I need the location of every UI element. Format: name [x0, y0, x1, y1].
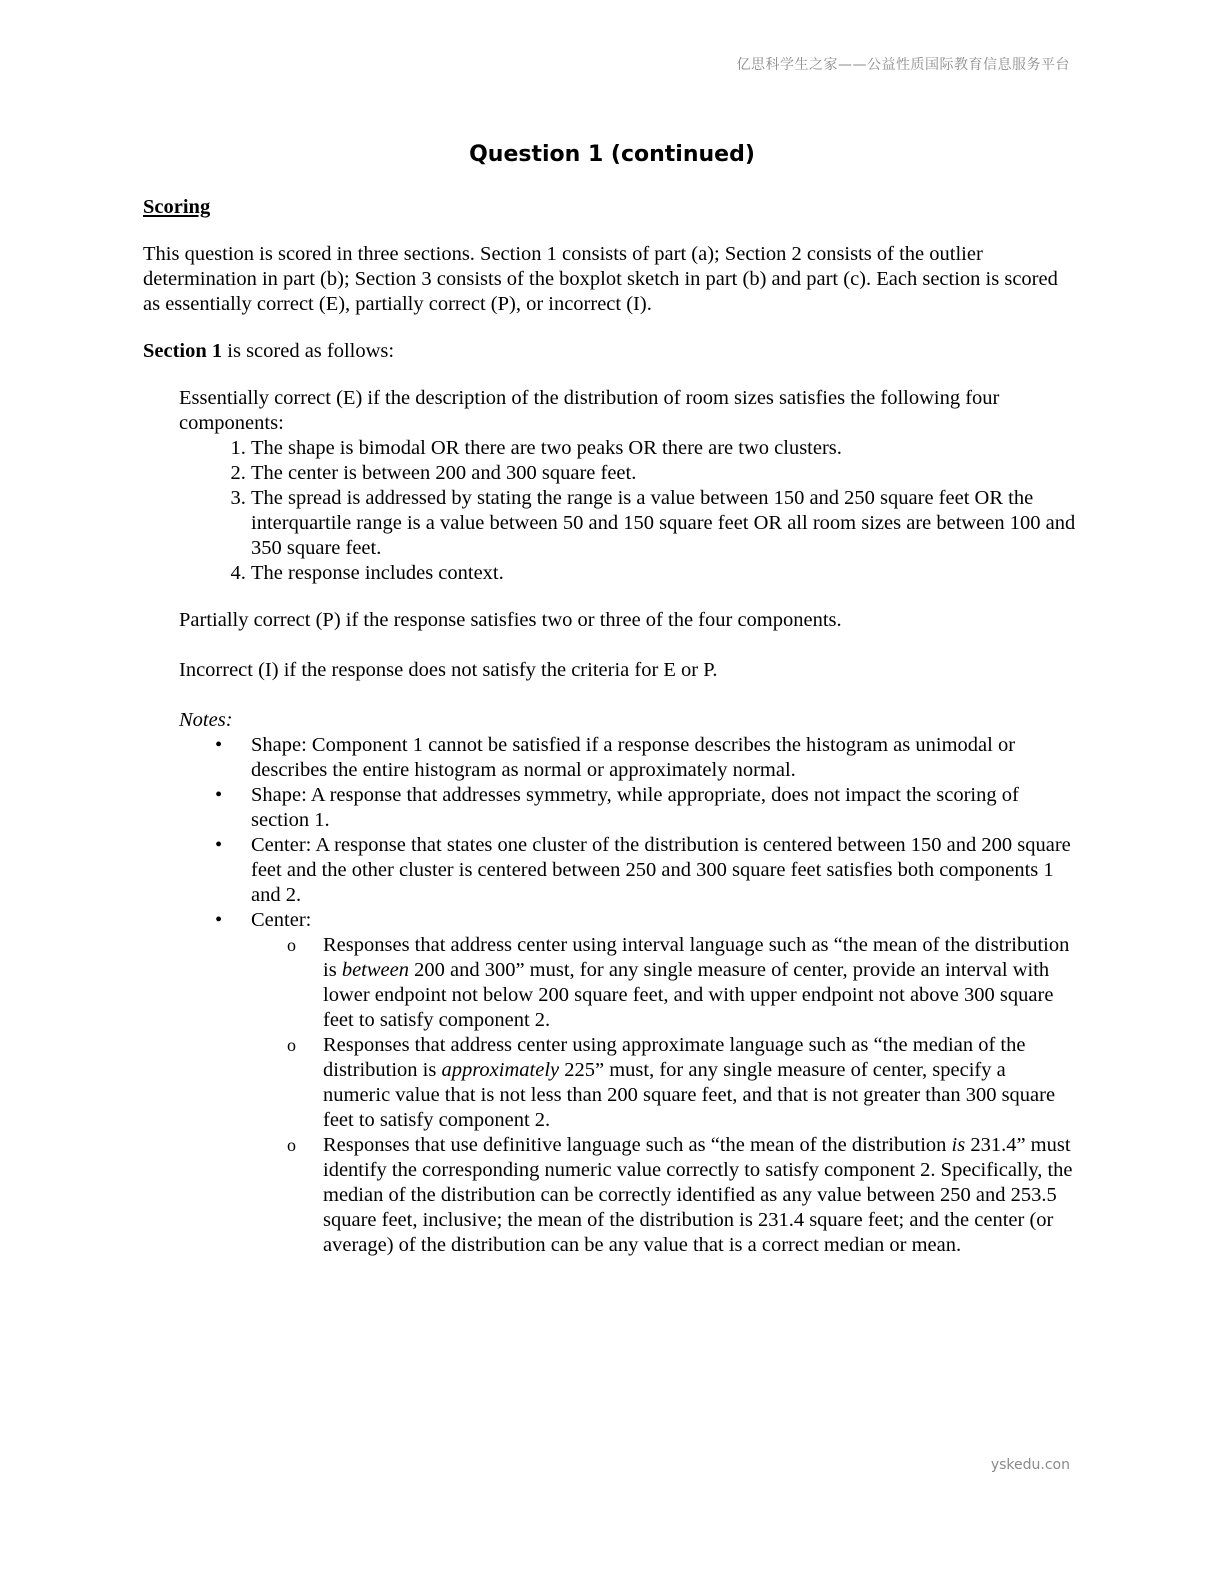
component-item: 1. The shape is bimodal OR there are two peaks OR there are two clusters. — [251, 436, 1078, 461]
subnote-emphasis: is — [951, 1134, 966, 1156]
incorrect-criterion: Incorrect (I) if the response does not satisfy the criteria for E or P. — [179, 659, 718, 681]
page-title: Question 1 (continued) — [469, 142, 755, 167]
subnote-text: 225” must, for any single measure of center, specify a numeric value that is not less than 200 square feet, and that is not greater than 300 square feet to satisfy component 2. — [323, 1059, 1056, 1131]
scoring-intro: This question is scored in three sections. Section 1 consists of part (a); Section 2 consists of the outlier determination in part (b); Section 3 consists of the boxplot sketch in part (b) and part (c). Each section is scored as essentially correct (E), partially correct (P), or incorrect (I). — [143, 243, 1058, 315]
subnote-text: 231.4” must identify the corresponding numeric value correctly to satisfy component 2. Specifically, the median of the distribution can be correctly identified as any value between 250 and 253.5 square feet, inclusive; the mean of the distribution is 231.4 square feet; and the center (or average) of the distribution can be any value that is a correct median or mean. — [323, 1134, 1073, 1256]
subnote-text: Responses that use definitive language such as “the mean of the distribution — [323, 1134, 952, 1156]
footer-watermark: yskedu.con — [990, 1457, 1070, 1473]
partially-correct-criterion: Partially correct (P) if the response satisfies two or three of the four components. — [179, 609, 842, 631]
subnote-item — [323, 933, 1078, 1033]
section1-label: Section 1 — [143, 340, 223, 362]
essentially-correct-criterion: Essentially correct (E) if the description of the distribution of room sizes satisfies the following four components: — [179, 387, 1000, 434]
document-body — [143, 195, 1078, 1258]
section1-intro — [143, 339, 1078, 364]
subnote-item — [323, 1133, 1078, 1258]
note-item: • Shape: Component 1 cannot be satisfied if a response describes the histogram as unimodal or describes the entire histogram as normal or approximately normal. — [251, 733, 1078, 783]
subnote-text: 200 and 300” must, for any single measure of center, provide an interval with lower endpoint not below 200 square feet, and with upper endpoint not above 300 square feet to satisfy component 2. — [323, 959, 1054, 1031]
subnote-item — [323, 1033, 1078, 1133]
subnote-emphasis: between — [341, 959, 409, 981]
component-item: 4. The response includes context. — [251, 561, 1078, 586]
component-item: 3. The spread is addressed by stating the range is a value between 150 and 250 square feet OR the interquartile range is a value between 50 and 150 square feet OR all room sizes are between 100 and 350 square feet. — [251, 486, 1078, 561]
subnote-emphasis: approximately — [441, 1059, 560, 1081]
component-item: 2. The center is between 200 and 300 square feet. — [251, 461, 1078, 486]
center-subnotes-list — [251, 933, 1078, 1258]
subnote-text: Responses that address center using approximate language such as “the median of the distribution is — [323, 1034, 1026, 1081]
notes-list — [179, 733, 1078, 1258]
scoring-heading: Scoring — [143, 196, 211, 218]
section1-intro-rest: is scored as follows: — [222, 340, 395, 362]
note-item: • Center: A response that states one cluster of the distribution is centered between 150 and 200 square feet and the other cluster is centered between 250 and 300 square feet satisfies both components 1 and 2. — [251, 833, 1078, 908]
notes-label: Notes: — [179, 709, 233, 731]
note-center-label: Center: — [251, 909, 312, 931]
section1-criteria — [179, 386, 1078, 1258]
header-watermark: 亿思科学生之家——公益性质国际教育信息服务平台 — [736, 57, 1070, 73]
subnote-text: Responses that address center using interval language such as “the mean of the distribution is — [323, 934, 1070, 981]
note-item: • Shape: A response that addresses symmetry, while appropriate, does not impact the scoring of section 1. — [251, 783, 1078, 833]
component-list — [179, 436, 1078, 586]
note-item-center — [251, 908, 1078, 1258]
